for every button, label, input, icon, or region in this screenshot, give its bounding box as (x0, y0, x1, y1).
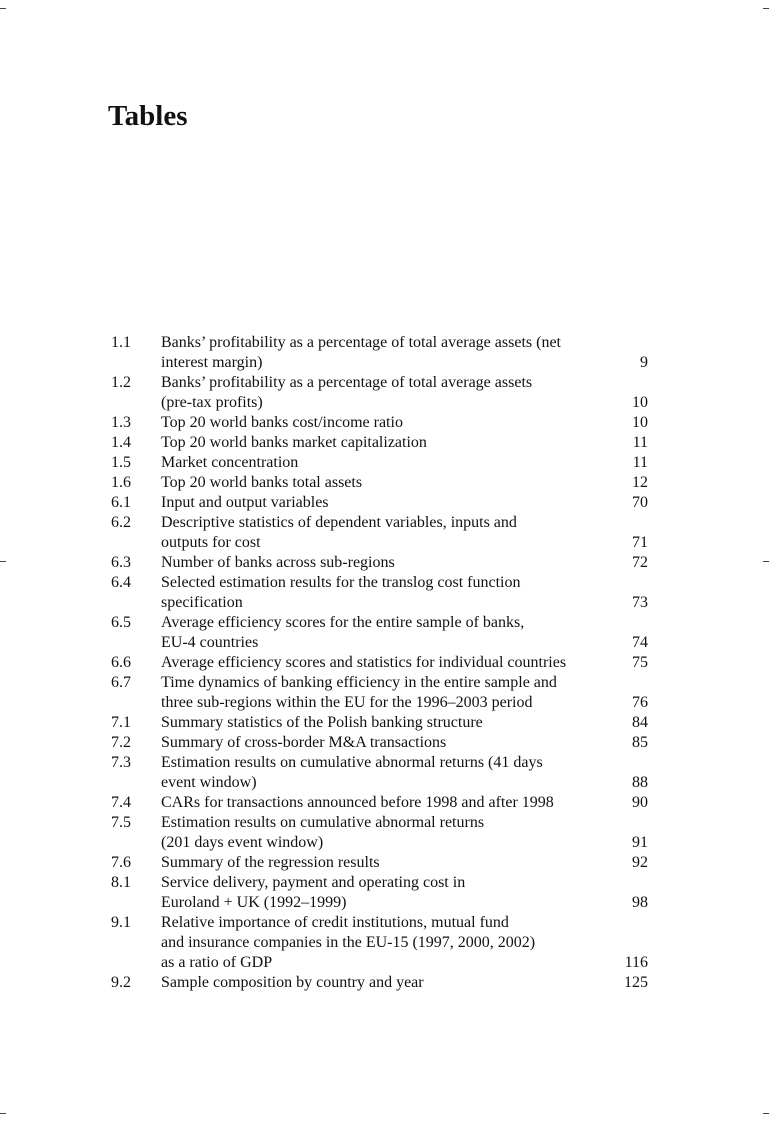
table-caption-line: Banks’ profitability as a percentage of total average assets (161, 374, 533, 391)
table-caption-line: Top 20 world banks total assets (161, 474, 363, 491)
table-caption-line: Market concentration (161, 454, 299, 471)
table-number: 6.6 (111, 654, 131, 671)
table-caption-line: interest margin) (161, 354, 263, 371)
table-number: 7.4 (111, 794, 131, 811)
page-number: 116 (624, 954, 648, 971)
table-number: 1.4 (111, 434, 131, 451)
crop-mark (763, 561, 769, 562)
table-number: 7.1 (111, 714, 131, 731)
table-entry (111, 573, 648, 613)
crop-mark (0, 561, 6, 562)
table-entry (111, 513, 648, 553)
table-entry (111, 973, 648, 993)
table-entry (111, 813, 648, 853)
table-caption-line: Selected estimation results for the translog cost function (161, 574, 521, 591)
page-number: 72 (632, 554, 648, 571)
table-caption-line: event window) (161, 774, 257, 791)
page-number: 76 (632, 694, 648, 711)
page-number: 73 (632, 594, 648, 611)
table-number: 9.2 (111, 974, 131, 991)
table-caption-line: Input and output variables (161, 494, 329, 511)
crop-mark (763, 8, 769, 9)
table-entry (111, 333, 648, 373)
table-entry (111, 713, 648, 733)
table-number: 7.2 (111, 734, 131, 751)
table-caption-line: Descriptive statistics of dependent variables, inputs and (161, 514, 517, 531)
page-number: 71 (632, 534, 648, 551)
page-number: 10 (632, 414, 648, 431)
table-number: 1.3 (111, 414, 131, 431)
table-entry (111, 413, 648, 433)
table-entry (111, 453, 648, 473)
table-number: 1.2 (111, 374, 131, 391)
page-number: 12 (632, 474, 648, 491)
table-caption-line: Top 20 world banks cost/income ratio (161, 414, 403, 431)
table-caption-line: outputs for cost (161, 534, 261, 551)
page-number: 98 (632, 894, 648, 911)
table-caption-line: Relative importance of credit institutions, mutual fund (161, 914, 509, 931)
page-title: Tables (108, 100, 188, 132)
table-caption-line: Estimation results on cumulative abnormal returns (41 days (161, 754, 543, 771)
list-of-tables (111, 333, 648, 993)
table-caption-line: CARs for transactions announced before 1998 and after 1998 (161, 794, 554, 811)
table-number: 7.3 (111, 754, 131, 771)
table-entry (111, 553, 648, 573)
table-entry (111, 433, 648, 453)
table-number: 6.2 (111, 514, 131, 531)
table-caption-line: Banks’ profitability as a percentage of total average assets (net (161, 334, 561, 351)
table-entry (111, 373, 648, 413)
table-entry (111, 733, 648, 753)
page-number: 84 (632, 714, 648, 731)
table-entry (111, 793, 648, 813)
table-caption-line: Summary of cross-border M&A transactions (161, 734, 447, 751)
table-number: 7.6 (111, 854, 131, 871)
table-number: 6.4 (111, 574, 131, 591)
table-caption-line: Euroland + UK (1992–1999) (161, 894, 347, 911)
table-number: 8.1 (111, 874, 131, 891)
page-number: 90 (632, 794, 648, 811)
table-caption-line: Summary statistics of the Polish banking structure (161, 714, 483, 731)
table-number: 1.5 (111, 454, 131, 471)
table-caption-line: Service delivery, payment and operating cost in (161, 874, 466, 891)
table-number: 9.1 (111, 914, 131, 931)
table-entry (111, 653, 648, 673)
table-caption-line: as a ratio of GDP (161, 954, 273, 971)
page-number: 91 (632, 834, 648, 851)
table-caption-line: Number of banks across sub-regions (161, 554, 395, 571)
table-number: 6.5 (111, 614, 131, 631)
table-number: 1.6 (111, 474, 131, 491)
table-caption-line: Top 20 world banks market capitalization (161, 434, 427, 451)
table-caption-line: and insurance companies in the EU-15 (1997, 2000, 2002) (161, 934, 536, 951)
table-caption-line: three sub-regions within the EU for the 1996–2003 period (161, 694, 533, 711)
crop-mark (763, 1113, 769, 1114)
crop-mark (0, 1113, 6, 1114)
page-number: 10 (632, 394, 648, 411)
table-caption-line: Average efficiency scores and statistics for individual countries (161, 654, 567, 671)
page-number: 75 (632, 654, 648, 671)
table-caption-line: Sample composition by country and year (161, 974, 424, 991)
page-number: 11 (632, 434, 648, 451)
table-caption-line: specification (161, 594, 243, 611)
table-caption-line: Average efficiency scores for the entire sample of banks, (161, 614, 525, 631)
page-number: 11 (632, 454, 648, 471)
page-number: 74 (632, 634, 648, 651)
table-entry (111, 753, 648, 793)
table-caption-line: Summary of the regression results (161, 854, 380, 871)
table-entry (111, 873, 648, 913)
table-caption-line: Time dynamics of banking efficiency in the entire sample and (161, 674, 557, 691)
table-entry (111, 473, 648, 493)
table-number: 7.5 (111, 814, 131, 831)
crop-mark (0, 8, 6, 9)
table-entry (111, 913, 648, 973)
table-entry (111, 673, 648, 713)
table-caption-line: (pre-tax profits) (161, 394, 263, 411)
table-caption-line: Estimation results on cumulative abnormal returns (161, 814, 485, 831)
table-caption-line: EU-4 countries (161, 634, 259, 651)
table-entry (111, 493, 648, 513)
table-number: 6.7 (111, 674, 131, 691)
page-number: 70 (632, 494, 648, 511)
table-number: 6.1 (111, 494, 131, 511)
page-number: 88 (632, 774, 648, 791)
page-number: 9 (640, 354, 648, 371)
table-number: 1.1 (111, 334, 131, 351)
table-entry (111, 613, 648, 653)
page-number: 85 (632, 734, 648, 751)
page-number: 125 (624, 974, 648, 991)
table-number: 6.3 (111, 554, 131, 571)
page-number: 92 (632, 854, 648, 871)
table-caption-line: (201 days event window) (161, 834, 324, 851)
table-entry (111, 853, 648, 873)
